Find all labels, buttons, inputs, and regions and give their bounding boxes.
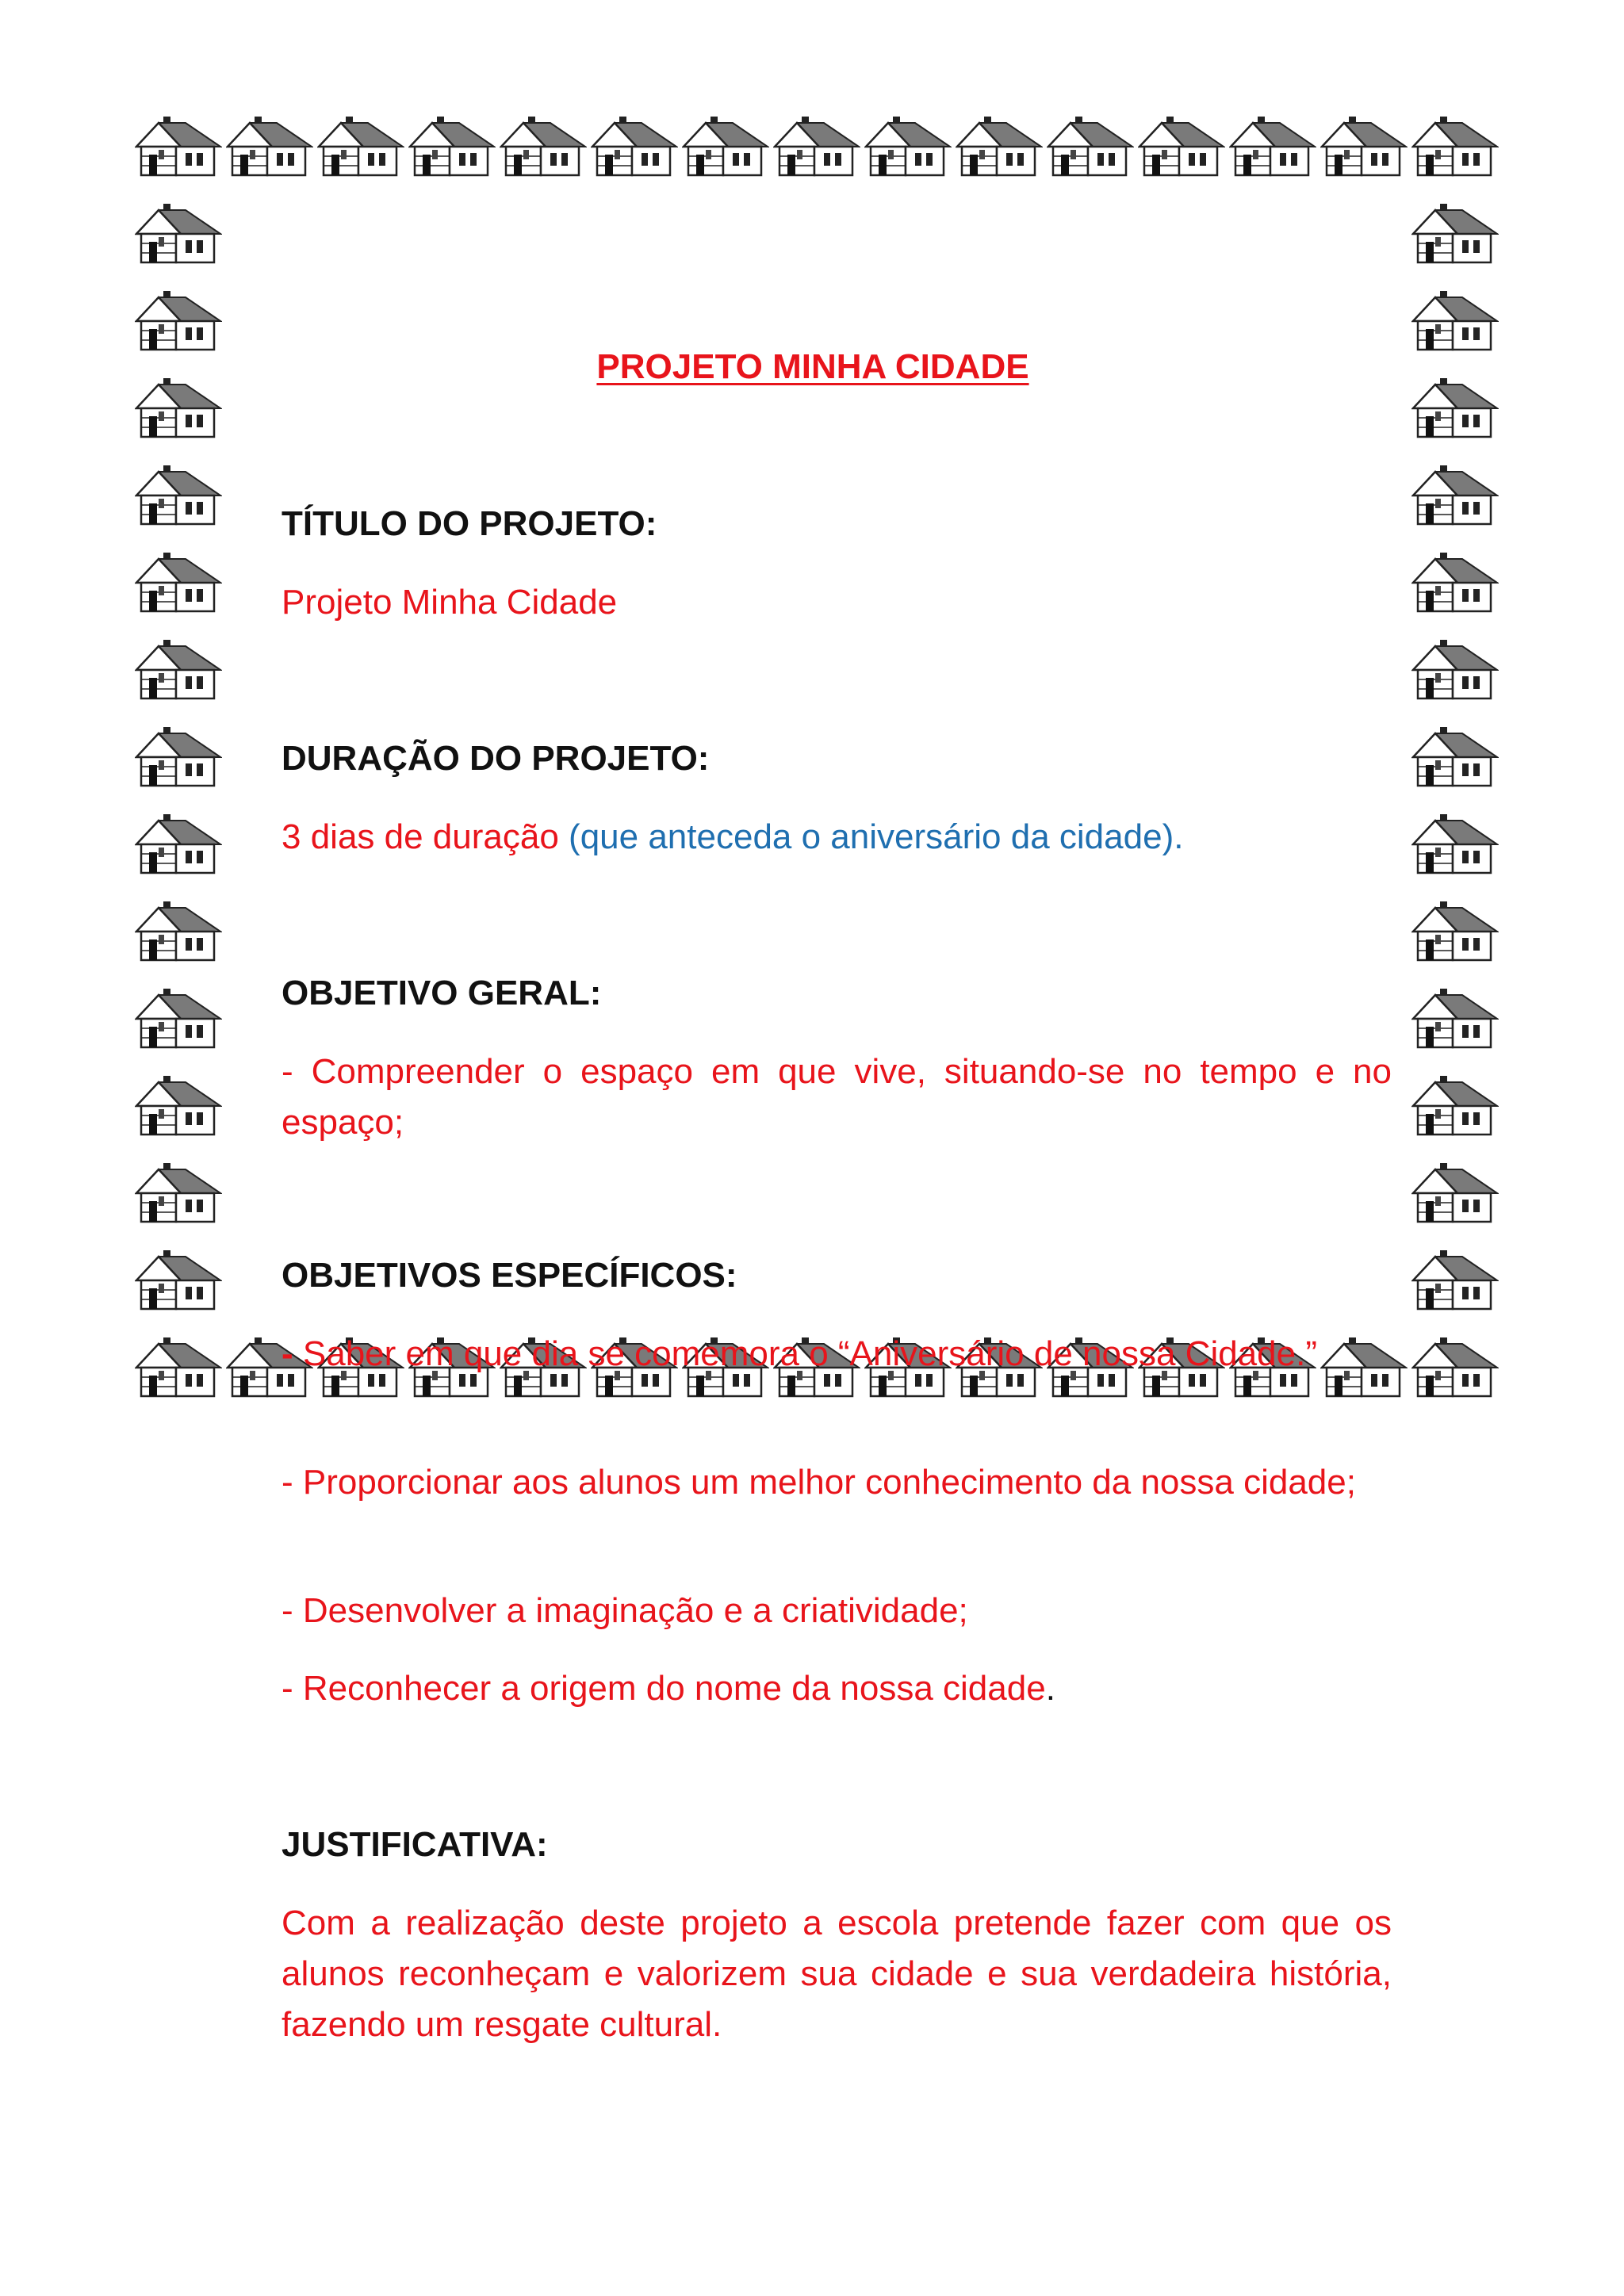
house-icon: [135, 1074, 222, 1138]
house-icon: [1411, 289, 1499, 353]
house-icon: [135, 1336, 222, 1399]
house-icon: [1411, 464, 1499, 527]
duracao-blue-text: (que anteceda o aniversário da cidade).: [569, 817, 1184, 856]
text-duracao: [282, 812, 1392, 863]
house-icon: [135, 813, 222, 876]
text-justificativa: Com a realização deste projeto a escola pretende fazer com que os alunos reconheçam e valorizem sua cidade e sua verdadeira história, fazendo um resgate cultural.: [282, 1904, 1392, 2044]
house-icon: [773, 115, 860, 178]
text-objetivo-geral: - Compreender o espaço em que vive, situando-se no tempo e no espaço;: [282, 1052, 1392, 1142]
house-icon: [135, 638, 222, 702]
house-icon: [956, 115, 1043, 178]
house-icon: [135, 725, 222, 789]
house-icon: [1411, 725, 1499, 789]
house-icon: [1047, 115, 1134, 178]
house-icon: [135, 1161, 222, 1225]
objetivo-item-4-end: .: [1045, 1669, 1055, 1708]
house-icon: [135, 202, 222, 266]
house-icon: [1411, 551, 1499, 614]
heading-duracao: DURAÇÃO DO PROJETO:: [282, 739, 710, 778]
house-icon: [135, 289, 222, 353]
house-icon: [1138, 115, 1225, 178]
house-icon: [591, 115, 678, 178]
house-icon: [135, 377, 222, 440]
house-icon: [1411, 202, 1499, 266]
house-icon: [1411, 377, 1499, 440]
house-icon: [1411, 1336, 1499, 1399]
heading-justificativa: JUSTIFICATIVA:: [282, 1825, 548, 1864]
heading-objetivo-geral: OBJETIVO GERAL:: [282, 974, 602, 1012]
house-icon: [135, 115, 222, 178]
house-icon: [1411, 638, 1499, 702]
objetivo-item-1-dash: -: [282, 1334, 293, 1373]
house-icon: [226, 115, 313, 178]
house-icon: [135, 987, 222, 1050]
house-icon: [1411, 1074, 1499, 1138]
objetivo-item-3: - Desenvolver a imaginação e a criatividade;: [282, 1591, 968, 1630]
duracao-red-text: 3 dias de duração: [282, 817, 559, 856]
house-icon: [1320, 115, 1408, 178]
house-icon: [500, 115, 587, 178]
objetivo-item-2: - Proporcionar aos alunos um melhor conhecimento da nossa cidade;: [282, 1463, 1356, 1502]
house-icon: [135, 551, 222, 614]
text-titulo: Projeto Minha Cidade: [282, 583, 618, 622]
house-icon: [1411, 1249, 1499, 1312]
house-icon: [408, 115, 496, 178]
heading-titulo: TÍTULO DO PROJETO:: [282, 504, 657, 543]
house-icon: [135, 464, 222, 527]
house-icon: [1411, 115, 1499, 178]
house-icon: [135, 1249, 222, 1312]
objetivo-item-1: [282, 1329, 1392, 1380]
house-icon: [682, 115, 769, 178]
heading-objetivos-especificos: OBJETIVOS ESPECÍFICOS:: [282, 1256, 737, 1295]
house-icon: [1411, 900, 1499, 963]
house-icon: [1411, 987, 1499, 1050]
objetivo-item-4-text: - Reconhecer a origem do nome da nossa cidade: [282, 1669, 1046, 1708]
house-icon: [864, 115, 952, 178]
objetivo-item-4: [282, 1663, 1392, 1714]
objetivo-item-1-text: Saber em que dia se comemora o “Aniversário de nossa Cidade.”: [293, 1334, 1317, 1373]
house-icon: [317, 115, 404, 178]
house-icon: [1229, 115, 1316, 178]
house-icon: [135, 900, 222, 963]
house-icon: [1411, 1161, 1499, 1225]
page-title: PROJETO MINHA CIDADE: [596, 347, 1029, 386]
house-icon: [1411, 813, 1499, 876]
